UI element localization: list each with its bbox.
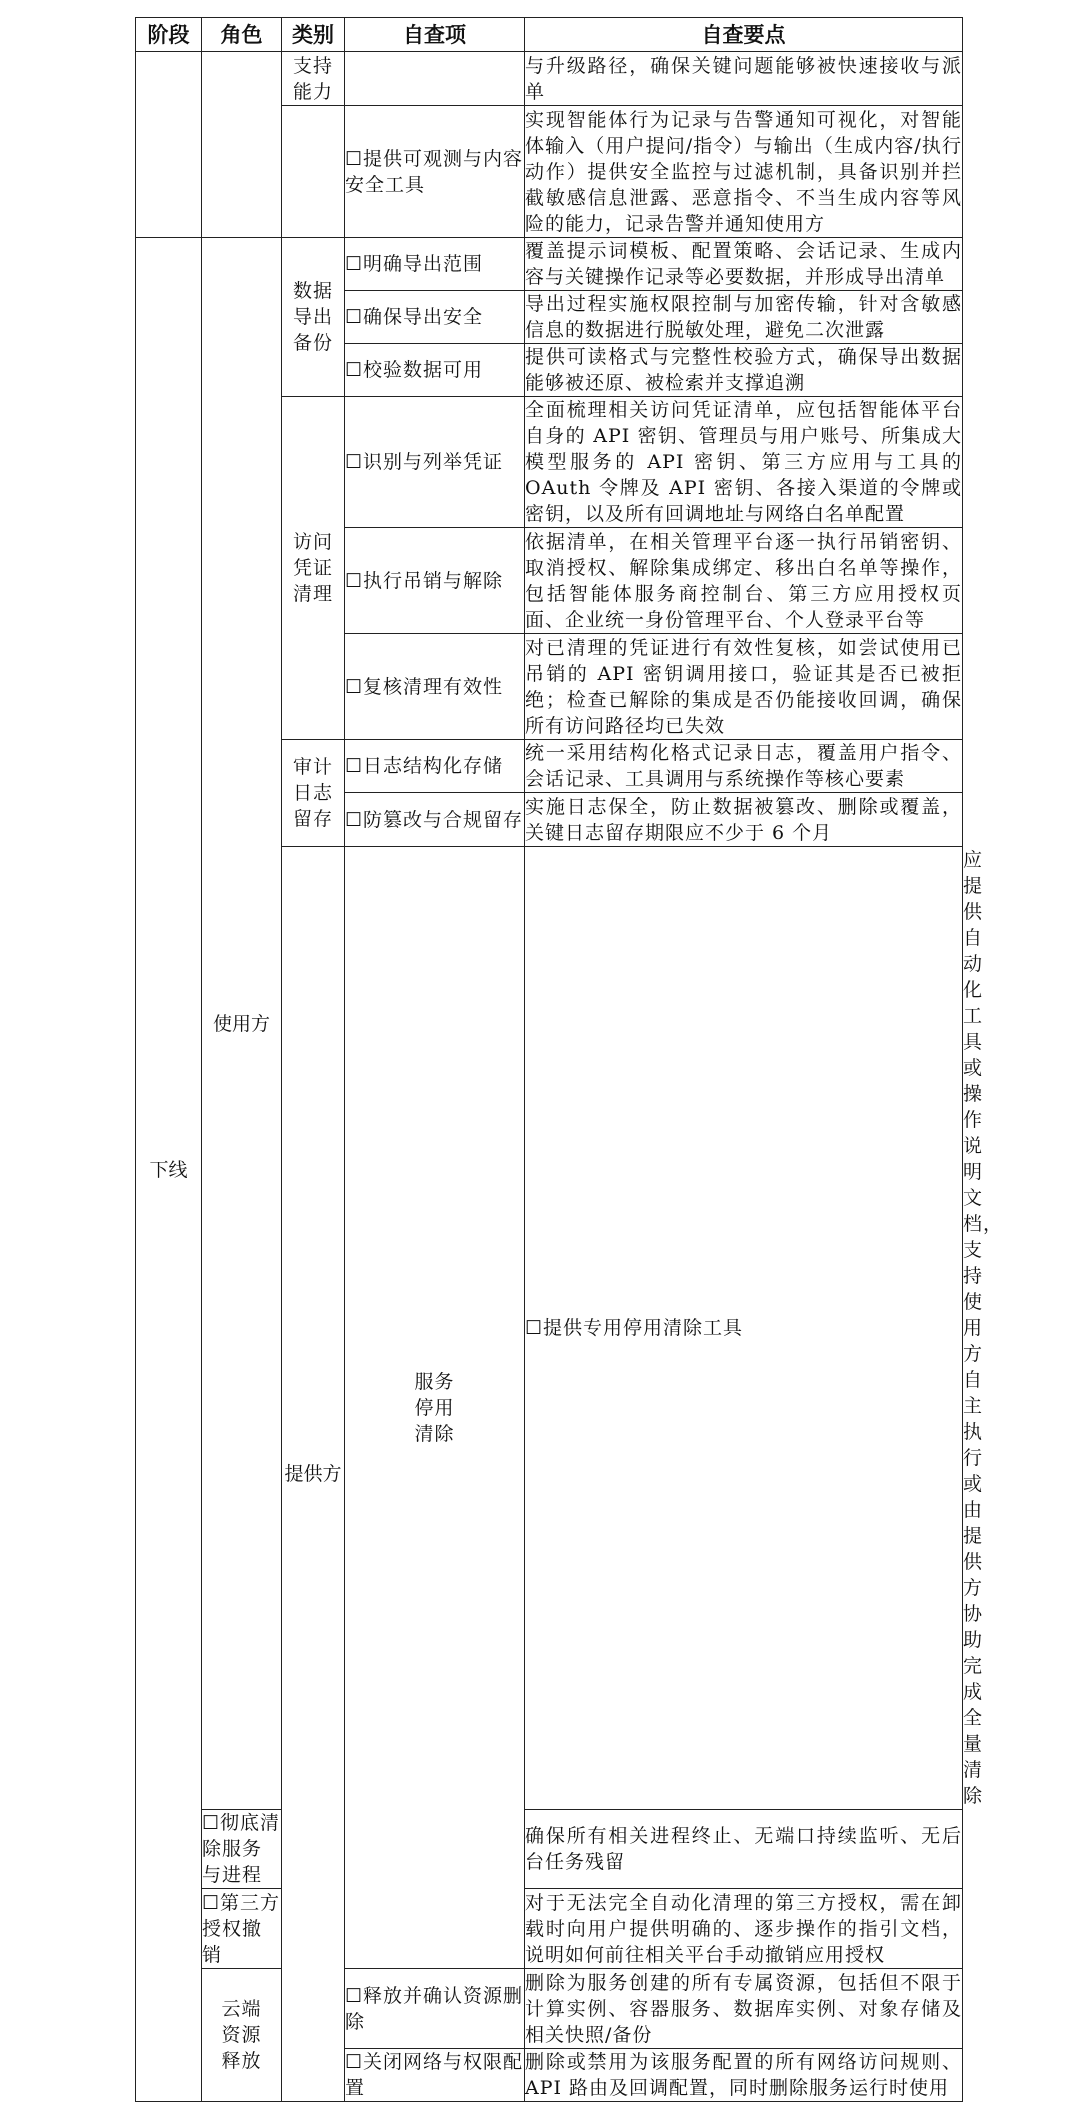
role-cell: 提供方 xyxy=(282,847,345,2102)
point-cell: 对已清理的凭证进行有效性复核，如尝试使用已吊销的 API 密钥调用接口，验证其是否已被拒绝；检查已解除的集成是否仍能接收回调，确保所有访问路径均已失效 xyxy=(525,634,963,740)
item-cell: ☐复核清理有效性 xyxy=(345,634,525,740)
table-row: 提供方 服务停用清除 ☐提供专用停用清除工具 应提供自动化工具或操作说明文档，支持使用方自主执行或由提供方协助完成全量清除 xyxy=(136,847,963,1810)
point-cell: 依据清单，在相关管理平台逐一执行吊销密钥、取消授权、解除集成绑定、移出白名单等操作，包括智能体服务商控制台、第三方应用授权页面、企业统一身份管理平台、个人登录平台等 xyxy=(525,528,963,634)
table-row xyxy=(136,238,963,291)
item-cell: ☐日志结构化存储 xyxy=(345,740,525,793)
role-cell: 使用方 xyxy=(202,238,282,1810)
item-cell: ☐识别与列举凭证 xyxy=(345,397,525,528)
category-cell: 支持能力 xyxy=(282,52,345,106)
point-cell: 确保所有相关进程终止、无端口持续监听、无后台任务残留 xyxy=(525,1810,963,1889)
item-cell: ☐关闭网络与权限配置 xyxy=(345,2049,525,2102)
header-stage: 阶段 xyxy=(136,18,202,52)
table-row xyxy=(136,1810,963,1889)
stage-cell: 下线 xyxy=(136,238,202,2102)
header-role: 角色 xyxy=(202,18,282,52)
point-cell: 实施日志保全，防止数据被篡改、删除或覆盖，关键日志留存期限应不少于 6 个月 xyxy=(525,793,963,847)
point-cell: 与升级路径，确保关键问题能够被快速接收与派单 xyxy=(525,52,963,106)
category-cell: 访问凭证清理 xyxy=(282,397,345,740)
stage-cell-blank xyxy=(136,52,202,238)
table-row xyxy=(136,52,963,106)
item-cell: ☐提供可观测与内容安全工具 xyxy=(345,106,525,238)
item-cell: ☐彻底清除服务与进程 xyxy=(202,1810,282,1889)
category-cell: 服务停用清除 xyxy=(345,847,525,1969)
item-cell: ☐明确导出范围 xyxy=(345,238,525,291)
point-cell: 统一采用结构化格式记录日志，覆盖用户指令、会话记录、工具调用与系统操作等核心要素 xyxy=(525,740,963,793)
item-cell: ☐第三方授权撤销 xyxy=(202,1889,282,1969)
point-cell: 删除为服务创建的所有专属资源，包括但不限于计算实例、容器服务、数据库实例、对象存储及相关快照/备份 xyxy=(525,1969,963,2049)
self-check-table xyxy=(135,17,1004,2102)
point-cell: 覆盖提示词模板、配置策略、会话记录、生成内容与关键操作记录等必要数据，并形成导出清单 xyxy=(525,238,963,291)
category-cell-blank xyxy=(282,106,345,238)
item-cell: ☐防篡改与合规留存 xyxy=(345,793,525,847)
header-point: 自查要点 xyxy=(525,18,963,52)
item-cell xyxy=(345,52,525,106)
table-row xyxy=(136,1889,963,1969)
item-cell: ☐提供专用停用清除工具 xyxy=(525,847,963,1810)
category-cell: 数据导出备份 xyxy=(282,238,345,397)
header-category: 类别 xyxy=(282,18,345,52)
point-cell: 全面梳理相关访问凭证清单，应包括智能体平台自身的 API 密钥、管理员与用户账号、所集成大模型服务的 API 密钥、第三方应用与工具的 OAuth 令牌及 API 密钥、各接入渠道的令牌或密钥，以及所有回调地址与网络白名单配置 xyxy=(525,397,963,528)
point-cell: 对于无法完全自动化清理的第三方授权，需在卸载时向用户提供明确的、逐步操作的指引文档，说明如何前往相关平台手动撤销应用授权 xyxy=(525,1889,963,1969)
item-cell: ☐释放并确认资源删除 xyxy=(345,1969,525,2049)
item-cell: ☐执行吊销与解除 xyxy=(345,528,525,634)
category-cell: 云端资源释放 xyxy=(202,1969,282,2102)
header-item: 自查项 xyxy=(345,18,525,52)
header-row xyxy=(136,18,963,52)
role-cell-blank xyxy=(202,52,282,238)
table-row xyxy=(136,1969,963,2049)
point-cell: 提供可读格式与完整性校验方式，确保导出数据能够被还原、被检索并支撑追溯 xyxy=(525,344,963,397)
point-cell: 实现智能体行为记录与告警通知可视化，对智能体输入（用户提问/指令）与输出（生成内容/执行动作）提供安全监控与过滤机制，具备识别并拦截敏感信息泄露、恶意指令、不当生成内容等风险的能力，记录告警并通知使用方 xyxy=(525,106,963,238)
point-cell: 删除或禁用为该服务配置的所有网络访问规则、API 路由及回调配置，同时删除服务运行时使用 xyxy=(525,2049,963,2102)
category-cell: 审计日志留存 xyxy=(282,740,345,847)
item-cell: ☐确保导出安全 xyxy=(345,291,525,344)
point-cell: 导出过程实施权限控制与加密传输，针对含敏感信息的数据进行脱敏处理，避免二次泄露 xyxy=(525,291,963,344)
item-cell: ☐校验数据可用 xyxy=(345,344,525,397)
